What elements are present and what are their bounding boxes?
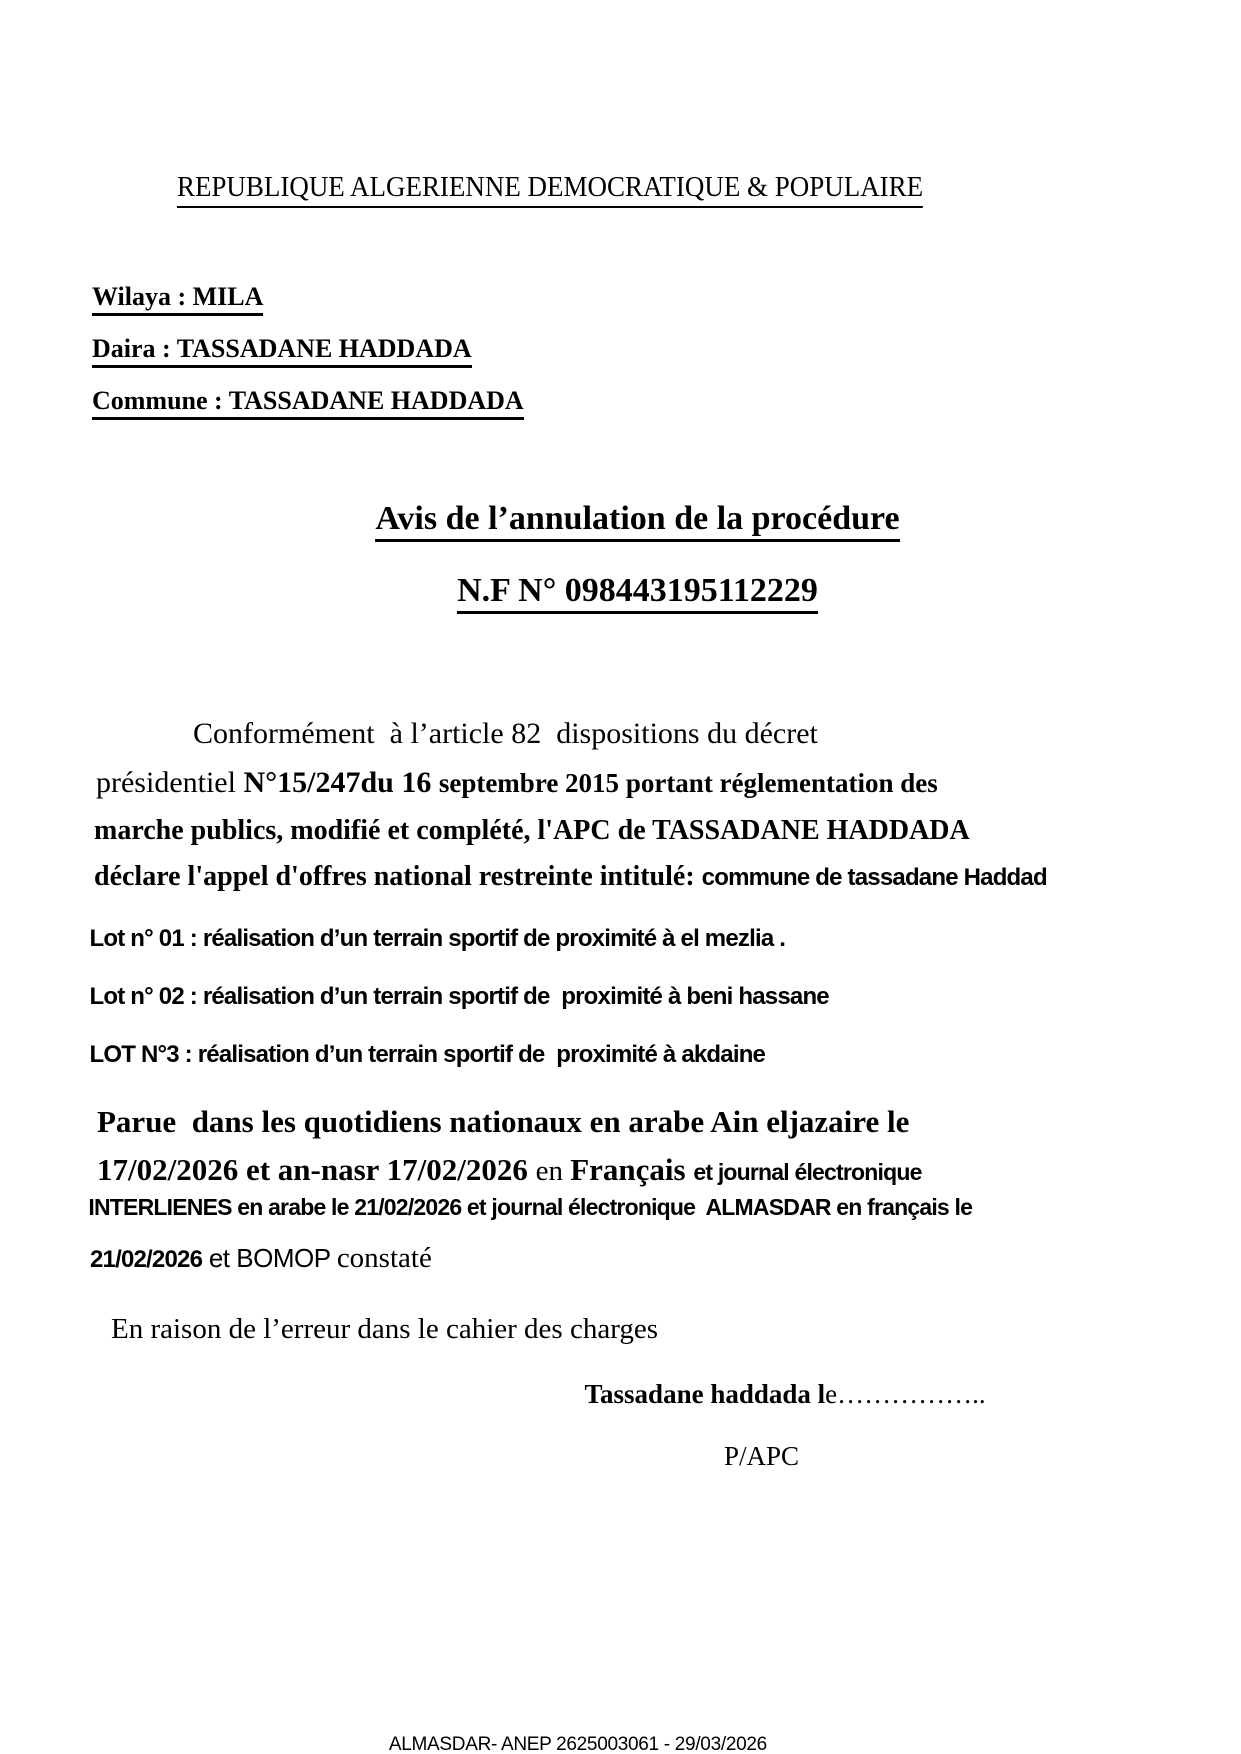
lot-3-text: LOT N°3 : réalisation d’un terrain sportif de proximité à akdaine [89, 1040, 766, 1068]
paragraph-line-1-text: Conformément à l’article 82 dispositions du décret [193, 716, 818, 750]
paragraph-line-4-commune: commune de tassadane Haddad [701, 864, 1047, 892]
republic-header [150, 138, 923, 241]
publication-line-2-journal: journal électronique [717, 1158, 922, 1185]
publication-line-1-text: Parue dans les quotidiens nationaux en arabe Ain eljazaire le [97, 1103, 910, 1139]
document-nf-number [0, 532, 1241, 653]
signature-date-dots: e…………….. [825, 1379, 986, 1410]
publication-line-4-bomop: et BOMOP [202, 1242, 337, 1273]
publication-line-2-francais: Français [570, 1151, 694, 1187]
publication-line-4-constate: constaté [336, 1241, 432, 1274]
paragraph-line-2-date: septembre 2015 [438, 767, 626, 798]
cancellation-reason-text: En raison de l’erreur dans le cahier des charges [111, 1313, 658, 1346]
signature-place: Tassadane haddada l [584, 1379, 826, 1410]
publication-line-2-en: en [535, 1154, 571, 1187]
anep-footer [370, 1712, 767, 1754]
lot-1-text: Lot n° 01 : réalisation d’un terrain sportif de proximité à el mezlia . [89, 924, 786, 952]
commune-line [66, 356, 524, 450]
daira-text: Daira : TASSADANE HADDADA [92, 334, 472, 368]
paragraph-line-4-serif: déclare l'appel d'offres national restreinte intitulé: [94, 861, 702, 893]
anep-footer-text: ALMASDAR- ANEP 2625003061 - 29/03/2026 [388, 1733, 767, 1754]
document-nf-number-text: N.F N° 098443195112229 [457, 571, 818, 614]
publication-line-2-dates: 17/02/2026 et an-nasr 17/02/2026 [97, 1151, 536, 1187]
paragraph-line-2-rest: portant réglementation des [625, 767, 938, 798]
document-title-text: Avis de l’annulation de la procédure [375, 499, 899, 542]
lot-2-text: Lot n° 02 : réalisation d’un terrain sportif de proximité à beni hassane [89, 982, 829, 1010]
publication-line-2-et: et [693, 1158, 718, 1185]
wilaya-text: Wilaya : MILA [92, 282, 263, 316]
paragraph-line-2-decree-number: N°15/247du 16 [243, 765, 439, 799]
publication-line-3-text: INTERLIENES en arabe le 21/02/2026 et journal électronique ALMASDAR en français le [88, 1194, 973, 1221]
commune-text: Commune : TASSADANE HADDADA [92, 386, 524, 420]
paragraph-line-3-text: marche publics, modifié et complété, l'APC de TASSADANE HADDADA [94, 815, 970, 847]
signature-role-text: P/APC [724, 1441, 800, 1472]
publication-line-4-date: 21/02/2026 [90, 1245, 203, 1273]
paragraph-line-2-normal: présidentiel [96, 765, 244, 799]
republic-header-text: REPUBLIQUE ALGERIENNE DEMOCRATIQUE & POPULAIRE [177, 171, 923, 207]
signature-role [697, 1410, 799, 1503]
